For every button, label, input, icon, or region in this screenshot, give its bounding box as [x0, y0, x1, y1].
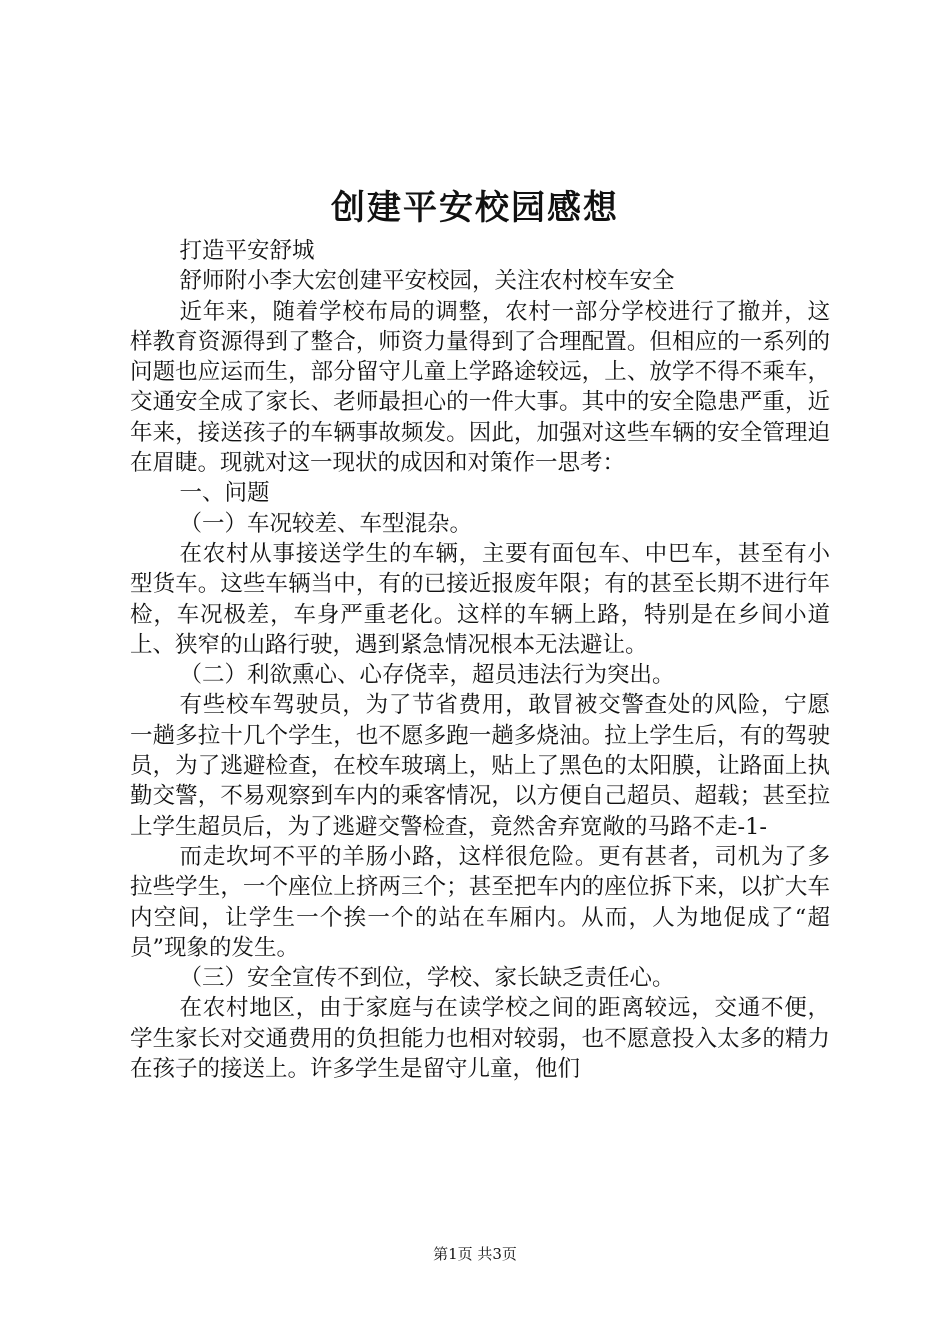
- document-title: 创建平安校园感想: [331, 188, 619, 228]
- paragraph: 在农村从事接送学生的车辆，主要有面包车、中巴车，甚至有小型货车。这些车辆当中，有的已接近报废年限；有的甚至长期不进行年检，车况极差，车身严重老化。这样的车辆上路，特别是在乡间小道上、狭窄的山路行驶，遇到紧急情况根本无法避让。: [130, 540, 830, 658]
- paragraph: 近年来，随着学校布局的调整，农村一部分学校进行了撤并，这样教育资源得到了整合，师资力量得到了合理配置。但相应的一系列的问题也应运而生，部分留守儿童上学路途较远，上、放学不得不乘车，交通安全成了家长、老师最担心的一件大事。其中的安全隐患严重，近年来，接送孩子的车辆事故频发。因此，加强对这些车辆的安全管理迫在眉睫。现就对这一现状的成因和对策作一思考：: [130, 298, 830, 477]
- section-heading: 一、问题: [179, 480, 270, 507]
- document-body: [130, 236, 830, 1084]
- paragraph: 而走坎坷不平的羊肠小路，这样很危险。更有甚者，司机为了多拉些学生，一个座位上挤两三个；甚至把车内的座位拆下来，以扩大车内空间，让学生一个挨一个的站在车厢内。从而，人为地促成了“超员”现象的发生。: [130, 843, 830, 961]
- subsection-heading: （三）安全宣传不到位，学校、家长缺乏责任心。: [179, 965, 675, 992]
- subsection-heading: （二）利欲熏心、心存侥幸，超员违法行为突出。: [179, 662, 675, 689]
- subsection-heading: （一）车况较差、车型混杂。: [179, 510, 473, 537]
- page-number-footer: 第1页 共3页: [433, 1245, 517, 1263]
- paragraph: 舒师附小李大宏创建平安校园，关注农村校车安全: [179, 268, 675, 295]
- paragraph: 打造平安舒城: [179, 238, 315, 264]
- paragraph: 有些校车驾驶员，为了节省费用，敢冒被交警查处的风险，宁愿一趟多拉十几个学生，也不愿多跑一趟多烧油。拉上学生后，有的驾驶员，为了逃避检查，在校车玻璃上，贴上了黑色的太阳膜，让路面上执勤交警，不易观察到车内的乘客情况，以方便自己超员、超载；甚至拉上学生超员后，为了逃避交警检查，竟然舍弃宽敞的马路不走-1-: [130, 692, 830, 840]
- paragraph: 在农村地区，由于家庭与在读学校之间的距离较远，交通不便，学生家长对交通费用的负担能力也相对较弱，也不愿意投入太多的精力在孩子的接送上。许多学生是留守儿童，他们: [130, 995, 830, 1083]
